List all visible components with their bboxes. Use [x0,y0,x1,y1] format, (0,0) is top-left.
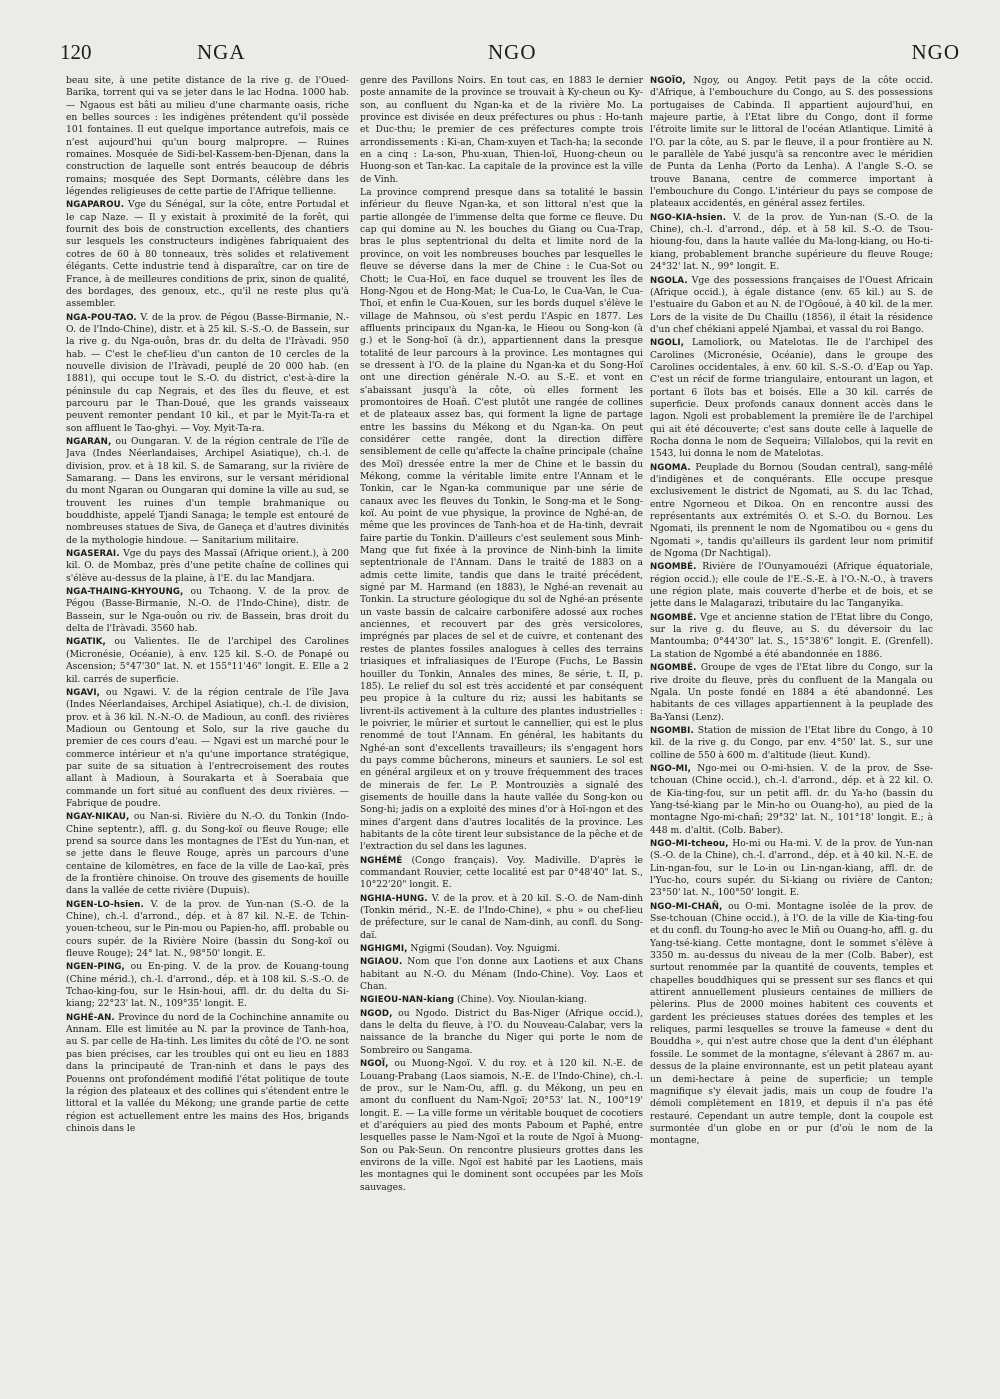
dictionary-entry [650,75,933,211]
entry-text: (Chine). Voy. Nioulan-kiang. [454,994,587,1006]
dictionary-entry [66,687,349,810]
entry-headword: NGAY-NIKAU, [66,812,130,823]
text-column-1 [66,75,349,1375]
entry-headword: NGHÉ-AN. [66,1012,115,1023]
dictionary-entry [66,548,349,585]
dictionary-entry [66,636,349,685]
entry-text: Vge du Sénégal, sur la côte, entre Portudal et le cap Naze. — Il y existait à proximité de la forêt, qui fournit des bois de construction excellents, des chantiers sur lesquels les constructeurs indigènes fabriquaient des cotres de 60 à 80 tonneaux, très solides et relativement élégants. Cette industrie tend à disparaître, car on tire de France, à de meilleures conditions de prix, sinon de qualité, des bordages, des genoux, etc., qu'il ne reste plus qu'à assembler. [66,199,349,310]
entry-headword: NGOMA. [650,462,691,473]
entry-headword: NGO-MI-CHAÑ, [650,901,723,912]
entry-text: genre des Pavillons Noirs. En tout cas, en 1883 le dernier poste annamite de la province se trouvait à Ky-cheun ou Ky-son, au confluent du Ngan-ka et de la rivière Mo. La province est divisée en deux préfectures ou phus : Ho-tanh et Duc-thu; le premier de ces préfectures compte trois arrondissements : Ki-an, Cham-xuyen et Tach-ha; la seconde en a cinq : La-son, Phu-xuan, Thien-loï, Huong-cheun ou Huong-son et Tan-kac. La capitale de la province est la ville de Vinh. [360,75,643,185]
entry-text: Peuplade du Bornou (Soudan central), sang-mêlé d'indigènes et de conquérants. Elle occupe presque exclusivement le district de Ngomati, au S. du lac Tchad, entre Ngorneou et Dikoa. On en rencontre aussi des représentants aux extrémités O. et S.-O. du Bornou. Les Ngomati, ils prennent le nom de Ngomatibou ou « gens du Ngomati », tandis qu'ailleurs ils gardent leur nom primitif de Ngoma (Dr Nachtigal). [650,461,933,560]
entry-text: ou Ngodo. District du Bas-Niger (Afrique occid.), dans le delta du fleuve, à l'O. du Nouveau-Calabar, vers la naissance de la branche du Niger qui porte le nom de Sombreiro ou Sangama. [360,1007,643,1056]
entry-text: Station de mission de l'Etat libre du Congo, à 10 kil. de la rive g. du Congo, par env. 4°50' lat. S., sur une colline de 550 à 600 m. d'altitude (lieut. Kund). [650,724,933,761]
entry-headword: NGAVI, [66,687,101,698]
entry-text: V. de la prov. de Pégou (Basse-Birmanie, N.-O. de l'Indo-Chine), distr. et à 25 kil. S.-S.-O. de Bassein, sur la rive g. du Nga-ouôn, bras dr. du delta de l'Iràvadi. 950 hab. — C'est le chef-lieu d'un canton de 10 cercles de la nouvelle division de l'Iràvadi, peuplé de 20 000 hab. (en 1881), qui occupe tout le S.-O. du district, c'est-à-dire la péninsule du cap Negrais, et des îles du fleuve, et est parcouru par le Than-Doué, que les grands vaisseaux peuvent remonter pendant 10 kil., et par le Myit-Ta-ra et son affluent le Tao-ghyi. — Voy. Myit-Ta-ra. [66,311,349,434]
dictionary-entry [360,187,643,854]
dictionary-entry [66,312,349,435]
dictionary-entry [66,1012,349,1135]
dictionary-entry [650,275,933,337]
entry-headword: NGOMBI. [650,725,694,736]
dictionary-entry [66,961,349,1010]
entry-text: Vge et ancienne station de l'Etat libre du Congo, sur la rive g. du fleuve, au S. du déversoir du lac Mantoumba; 0°44'30" lat. S., 15°38'6" longit. E. (Grenfell). La station de Ngombé a été abandonnée en 1886. [650,611,933,660]
dictionary-entry [360,1058,643,1194]
dictionary-entry [650,561,933,610]
dictionary-entry [650,901,933,1148]
entry-headword: NGHIGMI, [360,944,408,955]
entry-text: Ho-mi ou Ha-mi. V. de la prov. de Yun-nan (S.-O. de la Chine), ch.-l. d'arrond., dép. et à 40 kil. N.-E. de Lin-ngan-fou, sur le Lo-in ou Lin-ngan-kiang, affl. dr. de l'Yuc-ho, cours supér. du Si-kiang ou rivière de Canton; 23°50' lat. N., 100°50' longit. E. [650,837,933,899]
entry-text: Nom que l'on donne aux Laotiens et aux Chans habitant au N.-O. du Ménam (Indo-Chine). Voy. Laos et Chan. [360,956,643,993]
entry-headword: NGEN-PING, [66,962,125,973]
dictionary-entry [650,612,933,661]
entry-text: Vge des possessions françaises de l'Ouest Africain (Afrique occid.), à égale distance (env. 65 kil.) au S. de l'estuaire du Gabon et au N. de l'Ogôoué, à 40 kil. de la mer. Lors de la visite de Du Chaillu (1856), il était la résidence d'un chef chékiani appelé Njambai, et vassal du roi Bango. [650,274,933,335]
dictionary-entry [360,943,643,955]
entry-text: V. de la prov. de Yun-nan (S.-O. de la Chine), ch.-l. d'arrond., dép. et à 87 kil. N.-E. de Tchin-youen-tcheou, sur le Pin-mou ou Papien-ho, affl. probable ou cours supér. de la Rivière Noire (bassin du Song-koï ou fleuve Rouge); 24° lat. N., 98°50' longit. E. [66,898,349,960]
entry-headword: NGOÏO, [650,76,686,86]
dictionary-entry [66,75,349,198]
entry-text: V. de la prov. de Yun-nan (S.-O. de la Chine), ch.-l. d'arrond., dép. et à 58 kil. S.-O. de Tsou-hioung-fou, dans la haute vallée du Ma-long-kiang, ou Ho-ti-kiang, probablement branche supérieure du fleuve Rouge; 24°32' lat. N., 99° longit. E. [650,211,933,273]
entry-text: ou Oungaran. V. de la région centrale de l'île de Java (Indes Néerlandaises, Archipel Asiatique), ch.-l. de division, prov. et à 18 kil. S. de Samarang, sur la rivière de Samarang. — Dans les environs, sur le versant méridional du mont Ngaran ou Oungaran qui domine la ville au sud, se trouvent les ruines d'un temple brahmanique ou bouddhiste, appelé Tjandi Sanaga; le temple est entouré de nombreuses statues de Siva, de Ganeça et d'autres divinités de la mythologie hindoue. — Sanitarium militaire. [66,435,349,546]
entry-headword: NGA-THAING-KHYOUNG, [66,587,184,598]
entry-headword: NGIEOU-NAN-kiang [360,995,455,1006]
dictionary-entry [360,994,643,1006]
dictionary-entry [66,811,349,897]
entry-text: ou Nan-si. Rivière du N.-O. du Tonkin (Indo-Chine septentr.), affl. g. du Song-koï ou fleuve Rouge; elle prend sa source dans les montagnes de l'Est du Yun-nan, et se jette dans le fleuve Rouge, après un parcours d'une centaine de kilomètres, en face de la ville de Lao-kaï, près de la frontière chinoise. On trouve des gisements de houille dans la vallée de cette rivière (Dupuis). [66,811,349,897]
entry-text: La province comprend presque dans sa totalité le bassin inférieur du fleuve Ngan-ka, et son littoral n'est que la partie allongée de l'immense delta que forme ce fleuve. Du cap qui domine au N. les bouches du Giang ou Cua-Trap, bras le plus septentrional du delta et limite nord de la province, on voit les nombreuses bouches par lesquelles le fleuve se déverse dans la mer de Chine : le Cua-Sot ou Chott; le Cua-Hoï, en face duquel se trouvent les îles de Hong-Ngou et de Hong-Mat; le Cua-Lo, le Cua-Van, le Cua-Thoï, et enfin le Cua-Kouen, sur les bords duquel s'élève le village de Mahnsou, où s'est perdu l'Aspic en 1877. Les affluents principaux du Ngan-ka, le Hieou ou Song-kon (à g.) et le Song-hoï (à dr.), appartiennent dans la presque totalité de leur parcours à la province. Les montagnes qui se dressent à l'O. de la plaine du Ngan-ka et du Song-Hoï ont une direction générale N.-O. au S.-E. et vont en s'abaissant jusqu'à la côte, où elles forment les promontoires de Hoañ. C'est plutôt une rangée de collines et de plateaux assez bas, qui forment la ligne de partage entre les bassins du Mékong et du Ngan-ka. On peut considérer cette rangée, dont la direction diffère sensiblement de celle qu'affecte la chaîne principale (chaîne des Moï) dressée entre la mer de Chine et le bassin du Mékong, comme la véritable limite entre l'Annam et le Tonkin, car le Ngan-ka communique par une série de canaux avec les fleuves du Tonkin, le Song-ma et le Song-koï. Au point de vue physique, la province de Nghé-an, de même que les provinces de Tanh-hoa et de Ha-tinh, devrait faire partie du Tonkin. D'ailleurs c'est seulement sous Minh-Mang que fut fixée à la province de Ninh-binh la limite septentrionale de l'Annam. Dans le traité de 1883 on a admis cette limite, tandis que dans le traité précédent, signé par M. Harmand (en 1883), le Nghé-an revenait au Tonkin. La structure géologique du sol de Nghé-an présente un vaste bassin de calcaire carbonifère adossé aux roches anciennes, et recouvert par des grès versicolores, imprégnés par places de sel et de cuivre, et contenant des restes de plantes fossiles analogues à celles des terrains triasiques et infraliasiques de l'Europe (Fuchs, Le Bassin houiller du Tonkin, Annales des mines, 8e série, t. II, p. 185). Le relief du sol est très accidenté et par conséquent peu propice à la culture du riz; aussi les habitants se livrent-ils activement à la culture des plantes industrielles : le poivrier, le mûrier et surtout le cannellier, qui est le plus renommé de tout l'Annam. En général, les habitants du Nghé-an sont d'excellents travailleurs; ils s'engagent hors du pays comme bûcherons, mineurs et sauniers. Le sol est en général argileux et on y trouve fréquemment des traces de minerais de fer. Le P. Montrouziès a signalé des gisements de houille dans la haute vallée du Song-kon ou Song-hi; jadis on a exploité des mines d'or à Hoï-ngon et des mines d'argent dans d'autres localités de la province. Les habitants de la côte tirent leur subsistance de la pêche et de l'extraction du sel dans les lagunes. [360,187,643,853]
entry-headword: NGOMBÉ. [650,562,697,573]
entry-text: Ngo-mei ou O-mi-hsien. V. de la prov. de Sse-tchouan (Chine occid.), ch.-l. d'arrond., dép. et à 22 kil. O. de Kia-ting-fou, sur un petit affl. dr. du Ya-ho (bassin du Yang-tsé-kiang par le Min-ho ou Ouang-ho), au pied de la montagne Ngo-mi-chañ; 29°32' lat. N., 101°18' longit. E.; à 448 m. d'altit. (Colb. Baber). [650,762,933,836]
dictionary-entry [360,893,643,942]
entry-text: Ngigmi (Soudan). Voy. Nguigmi. [407,943,561,955]
entry-headword: NGHIA-HUNG. [360,893,428,904]
entry-headword: NGHÉMÉ [360,855,403,866]
dictionary-entry [650,763,933,837]
dictionary-entry [66,899,349,961]
entry-text: ou Muong-Ngoï. V. du roy. et à 120 kil. N.-E. de Louang-Prabang (Laos siamois, N.-E. de l'Indo-Chine), ch.-l. de prov., sur le Nam-Ou, affl. g. du Mékong, un peu en amont du confluent du Nam-Ngoï; 20°53' lat. N., 100°19' longit. E. — La ville forme un véritable bouquet de cocotiers et d'aréquiers au pied des monts Paboum et Paphé, entre lesquelles passe le Nam-Ngoï et la route de Ngoï à Muong-Son ou Pak-Seun. On rencontre plusieurs grottes dans les environs de la ville. Ngoï est habité par les Laotiens, mais les montagnes qui le dominent sont occupées par les Moïs sauvages. [360,1058,643,1193]
running-head-right: NGO [911,40,960,64]
entry-headword: NGO-KIA-hsien. [650,212,727,223]
entry-text: Lamoliork, ou Matelotas. Ile de l'archipel des Carolines (Micronésie, Océanie), dans le groupe des Carolines occidentales, à env. 60 kil. S.-S.-O. d'Eap ou Yap. C'est un récif de forme triangulaire, entourant un lagon, et portant 6 îlots bas et boisés. Elle a 30 kil. carrés de superficie. Deux profonds canaux donnent accès dans le lagon. Ngoli est probablement la première île de l'archipel qui ait été découverte; c'est sans doute celle à laquelle de Rocha donna le nom de Sequeira; Villalobos, qui la revit en 1543, lui donna le nom de Matelotas. [650,337,933,460]
dictionary-entry [650,725,933,762]
dictionary-entry [650,662,933,724]
entry-headword: NGOLI, [650,338,685,349]
dictionary-entry [650,838,933,900]
running-head-left: NGA [197,40,246,64]
dictionary-entry [66,436,349,547]
dictionary-entry [360,1008,643,1057]
entry-text: ou Valientes. Ile de l'archipel des Carolines (Micronésie, Océanie), à env. 125 kil. S.-O. de Ponapé ou Ascension; 5°47'30" lat. N. et 155°11'46" longit. E. Elle a 2 kil. carrés de superficie. [66,636,349,685]
dictionary-entry [360,855,643,892]
dictionary-entry [66,586,349,635]
entry-headword: NGIAOU. [360,957,403,968]
entry-text: (Congo français). Voy. Madiville. D'après le commandant Rouvier, cette localité est par 0°48'40" lat. S., 10°22'20" longit. E. [360,854,643,891]
dictionary-entry [650,337,933,460]
entry-headword: NGAPAROU. [66,200,125,211]
dictionary-entry [360,956,643,993]
dictionary-entry [66,199,349,310]
entry-text: ou O-mi. Montagne isolée de la prov. de Sse-tchouan (Chine occid.), à l'O. de la ville de Kia-ting-fou et du confl. du Toung-ho avec le Miñ ou Ouang-ho, affl. g. du Yang-tsé-kiang. Cette montagne, dont le sommet s'élève à 3350 m. au-dessus du niveau de la mer (Colb. Baber), est surtout renommée par la quantité de couvents, temples et chapelles bouddhiques qui se pressent sur ses flancs et qui attirent annuellement plusieurs centaines de milliers de pèlerins. Plus de 2000 moines habitent ces couvents et gardent les précieuses statues dorées des temples et les reliques, parmi lesquelles se trouve la fameuse « dent du Bouddha », qui n'est autre chose que la dent d'un éléphant fossile. Le sommet de la montagne, s'élevant à 2867 m. au-dessus de la plaine environnante, est un petit plateau ayant un demi-hectare à peine de superficie; un temple magnifique s'y élevait jadis, mais un coup de foudre l'a démoli complètement en 1819, et depuis il n'a pas été restauré. Cependant un autre temple, dont la coupole est surmontée d'un globe en or pur (d'où le nom de la montagne, [650,900,933,1147]
page-header [60,40,960,70]
entry-headword: NGOÏ, [360,1059,389,1070]
dictionary-entry [650,462,933,561]
entry-text: ou Ngawi. V. de la région centrale de l'île Java (Indes Néerlandaises, Archipel Asiatique), ch.-l. de division, prov. et à 36 kil. N.-N.-O. de Madioun, au confl. des rivières Madioun ou Gentoung et Solo, sur la rive gauche du premier de ces cours d'eau. — Ngavi est un marché pour le commerce intérieur et n'a qu'une importance stratégique, par suite de sa situation à l'entrecroisement des routes allant à Madioun, à Sourakarta et à Soerabaia que commande un fort situé au confluent des deux rivières. — Fabrique de poudre. [66,686,349,809]
entry-headword: NGOLA. [650,275,688,286]
entry-headword: NGASERAI. [66,549,120,560]
entry-text: ou Tchaong. V. de la prov. de Pégou (Basse-Birmanie, N.-O. de l'Indo-Chine), distr. de Bassein, sur le Nga-ouôn ou riv. de Bassein, bras droit du delta de l'Iràvadi. 3560 hab. [66,586,349,635]
entry-headword: NGO-MI-tcheou, [650,838,729,849]
entry-headword: NGO-MI, [650,763,691,774]
dictionary-entry [650,212,933,274]
page-number: 120 [60,40,92,64]
entry-text: Province du nord de la Cochinchine annamite ou Annam. Elle est limitée au N. par la province de Tanh-hoa, au S. par celle de Ha-tinh. Les limites du côté de l'O. ne sont pas bien précises, car les troubles qui ont eu lieu en 1883 dans la principauté de Tran-ninh et dans le pays des Pouenns ont profondément modifié l'état politique de toute la région des plateaux et des collines qui s'étendent entre le littoral et la vallée du Mékong; une grande partie de cette région est actuellement entre les mains des Hos, brigands chinois dans le [66,1011,349,1134]
entry-text: Groupe de vges de l'Etat libre du Congo, sur la rive droite du fleuve, près du confluent de la Mangala ou Ngala. Un poste fondé en 1884 a été abandonné. Les habitants de ces villages appartiennent à la peuplade des Ba-Yansi (Lenz). [650,662,933,723]
entry-text: Vge du pays des Massaï (Afrique orient.), à 200 kil. O. de Mombaz, près d'une petite chaîne de collines qui s'élève au-dessus de la plaine, à l'E. du lac Mandjara. [66,548,349,584]
entry-headword: NGARAN, [66,436,112,447]
entry-text: beau site, à une petite distance de la rive g. de l'Oued-Barika, torrent qui va se jeter dans le lac Hodna. 1000 hab. — Ngaous est bâti au milieu d'une charmante oasis, riche en belles sources : les indigènes prétendent qu'il possède 101 fontaines. Il eut quelque importance autrefois, mais ce n'est aujourd'hui qu'un bourg malpropre. — Ruines romaines. Mosquée de Sidi-bel-Kassem-ben-Djenan, dans la construction de laquelle sont entrés beaucoup de débris romains; mosquée des Sept Dormants, célèbre dans les légendes religieuses de cette partie de l'Afrique tellienne. [66,75,349,198]
entry-headword: NGOMBÉ. [650,612,697,623]
text-column-3 [650,75,933,1375]
running-head-center: NGO [488,40,537,64]
text-column-2 [360,75,643,1375]
entry-text: Rivière de l'Ounyamouézi (Afrique équatoriale, région occid.); elle coule de l'E.-S.-E. à l'O.-N.-O., à travers une région plate, mais couverte d'herbe et de bois, et se jette dans le Malagarazi, tributaire du lac Tanganyika. [650,561,933,610]
entry-text: V. de la prov. et à 20 kil. S.-O. de Nam-dinh (Tonkin mérid., N.-E. de l'Indo-Chine), « phu » ou chef-lieu de préfecture, sur le canal de Nam-dinh, au confl. du Song-daï. [360,892,643,941]
entry-headword: NGA-POU-TAO. [66,312,137,323]
entry-headword: NGEN-LO-hsien. [66,899,144,910]
entry-headword: NGATIK, [66,637,106,648]
entry-text: Ngoy, ou Angoy. Petit pays de la côte occid. d'Afrique, à l'embouchure du Congo, au S. des possessions portugaises de Cabinda. Il appartient aujourd'hui, en majeure partie, à l'Etat libre du Congo, dont il forme l'étroite limite sur le littoral de l'océan Atlantique. Limité à l'O. par la côte, au S. par le fleuve, il a pour frontière au N. le parallèle de Yabé jusqu'à sa rencontre avec le méridien de Punta da Lenha (Porto da Lenha). A l'angle S.-O. se trouve Banana, centre de commerce important à l'embouchure du Congo. L'intérieur du pays se compose de plateaux accidentés, en général assez fertiles. [650,75,933,210]
entry-text: ou En-ping. V. de la prov. de Kouang-toung (Chine mérid.), ch.-l. d'arrond., dép. et à 108 kil. S.-S.-O. de Tchao-king-fou, sur le Hsin-houi, affl. dr. du delta du Si-kiang; 22°23' lat. N., 109°35' longit. E. [66,961,349,1010]
entry-headword: NGOMBÉ. [650,663,697,674]
dictionary-entry [360,75,643,186]
entry-headword: NGOD, [360,1008,393,1019]
